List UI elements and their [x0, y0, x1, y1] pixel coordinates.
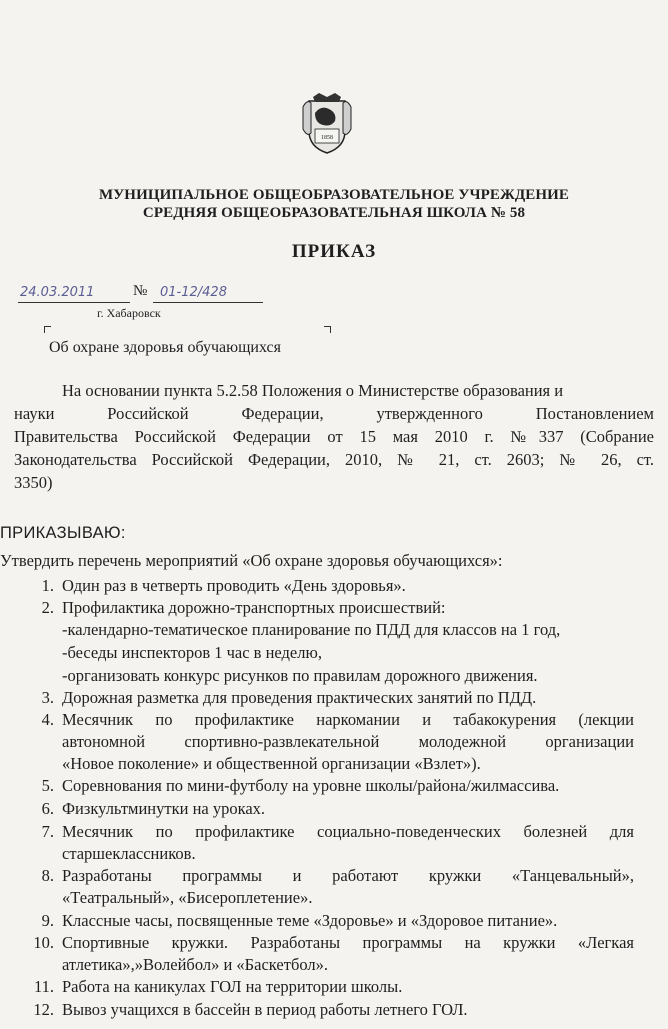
- document-title: ПРИКАЗ: [291, 241, 377, 262]
- basis-line: 3350): [14, 473, 53, 492]
- item-text: Один раз в четверть проводить «День здоровья».: [62, 576, 406, 595]
- item-text: «Новое поколение» и общественной организации «Взлет»).: [62, 754, 481, 773]
- basis-line: На основании пункта 5.2.58 Положения о Министерстве образования и: [62, 381, 564, 400]
- item-number: 2.: [41, 598, 54, 617]
- orders-label: ПРИКАЗЫВАЮ:: [0, 524, 126, 542]
- number-underline: [153, 302, 263, 303]
- item-text: старшеклассников.: [62, 844, 196, 863]
- item-text: Вывоз учащихся в бассейн в период работы летнего ГОЛ.: [62, 1000, 468, 1019]
- item-number: 11.: [33, 977, 54, 996]
- item-number: 7.: [41, 822, 54, 841]
- item-text: Дорожная разметка для проведения практических занятий по ПДД.: [62, 688, 537, 707]
- organization-name-line2: СРЕДНЯЯ ОБЩЕОБРАЗОВАТЕЛЬНАЯ ШКОЛА № 58: [142, 205, 526, 221]
- organization-name-line1: МУНИЦИПАЛЬНОЕ ОБЩЕОБРАЗОВАТЕЛЬНОЕ УЧРЕЖДЕНИЕ: [98, 187, 570, 203]
- item-subpoint: -беседы инспекторов 1 час в неделю,: [62, 643, 322, 662]
- item-number: 4.: [41, 710, 54, 729]
- number-sign: №: [133, 283, 148, 299]
- item-number: 3.: [41, 688, 54, 707]
- item-subpoint: -организовать конкурс рисунков по правилам дорожного движения.: [62, 666, 538, 685]
- item-text: Месячник по профилактике наркомании и табакокурения (лекции: [62, 710, 634, 729]
- basis-line: науки Российской Федерации, утвержденного Постановлением: [14, 404, 654, 423]
- basis-line: Законодательства Российской Федерации, 2010, № 21, ст. 2603; № 26, ст.: [14, 450, 654, 469]
- basis-line: Правительства Российской Федерации от 15 мая 2010 г. №337 (Собрание: [14, 427, 654, 446]
- item-subpoint: -календарно-тематическое планирование по ПДД для классов на 1 год,: [62, 620, 561, 639]
- item-text: Месячник по профилактике социально-поведенческих болезней для: [62, 822, 634, 841]
- item-text: автономной спортивно-развлекательной молодежной организации: [62, 732, 634, 751]
- item-text: Работа на каникулах ГОЛ на территории школы.: [62, 977, 403, 996]
- subject-bracket-left: [44, 326, 51, 333]
- item-number: 8.: [41, 866, 54, 885]
- order-subject: Об охране здоровья обучающихся: [49, 339, 281, 356]
- subject-bracket-right: [324, 326, 331, 333]
- city: г. Хабаровск: [97, 306, 161, 320]
- item-number: 10.: [33, 933, 54, 952]
- item-text: «Театральный», «Бисероплетение».: [62, 888, 313, 907]
- item-text: атлетика»,»Волейбол» и «Баскетбол».: [62, 955, 328, 974]
- item-text: Соревнования по мини-футболу на уровне школы/района/жилмассива.: [62, 776, 560, 795]
- item-number: 1.: [41, 576, 54, 595]
- item-text: Профилактика дорожно-транспортных происшествий:: [62, 598, 446, 617]
- item-text: Классные часы, посвященные теме «Здоровье» и «Здоровое питание».: [62, 911, 558, 930]
- svg-text:1858: 1858: [321, 135, 333, 141]
- item-text: Разработаны программы и работают кружки «Танцевальный»,: [62, 866, 634, 885]
- item-text: Спортивные кружки. Разработаны программы на кружки «Легкая: [62, 933, 634, 952]
- coat-of-arms-emblem: [301, 93, 353, 155]
- item-number: 5.: [41, 776, 54, 795]
- item-number: 6.: [41, 799, 54, 818]
- order-date: 24.03.2011: [20, 285, 95, 300]
- legal-basis-paragraph: [14, 379, 654, 494]
- item-number: 12.: [33, 1000, 54, 1019]
- approve-statement: Утвердить перечень мероприятий «Об охране здоровья обучающихся»:: [0, 551, 503, 570]
- date-underline: [18, 302, 130, 303]
- item-text: Физкультминутки на уроках.: [62, 799, 266, 818]
- item-number: 9.: [41, 911, 54, 930]
- order-number: 01-12/428: [160, 285, 227, 300]
